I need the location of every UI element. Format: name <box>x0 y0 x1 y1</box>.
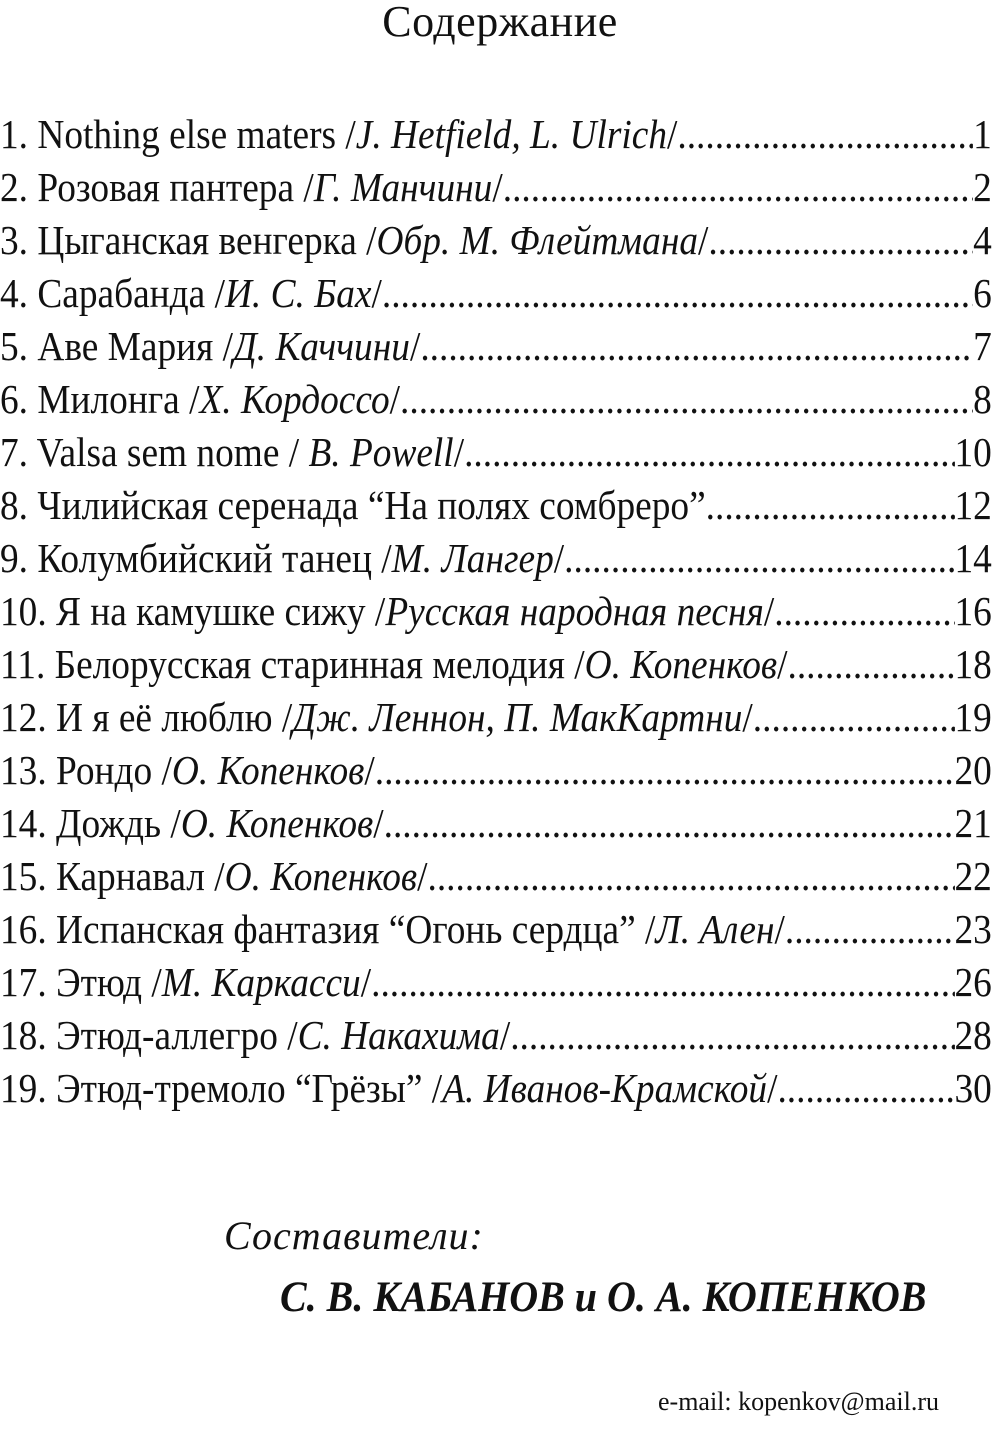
toc-entry-text <box>0 744 375 797</box>
toc-entry <box>0 638 992 691</box>
toc-dot-leader <box>503 161 973 214</box>
toc-entry-author: О. Копенков <box>171 747 365 793</box>
toc-entry-text <box>0 1062 777 1115</box>
toc-entry-text <box>0 585 774 638</box>
toc-entry-text <box>0 479 706 532</box>
toc-entry-separator: / <box>763 588 775 634</box>
toc-entry <box>0 797 992 850</box>
toc-entry-text <box>0 108 677 161</box>
table-of-contents <box>0 108 992 1115</box>
toc-dot-leader <box>464 426 954 479</box>
toc-page-number: 16 <box>954 588 992 634</box>
toc-entry <box>0 585 992 638</box>
toc-entry-title: 2. Розовая пантера / <box>0 164 314 210</box>
toc-dot-leader <box>375 744 955 797</box>
toc-page-number: 26 <box>954 959 992 1005</box>
toc-dot-leader <box>777 1062 954 1115</box>
toc-entry-author: J. Hetfield, L. Ulrich <box>355 111 667 157</box>
toc-entry-separator: / <box>666 111 678 157</box>
toc-page-number: 18 <box>954 641 992 687</box>
toc-entry-text <box>0 956 371 1009</box>
toc-entry-author: Обр. М. Флейтмана <box>376 217 699 263</box>
toc-entry <box>0 108 992 161</box>
toc-page-number: 19 <box>954 694 992 740</box>
toc-entry-separator: / <box>389 376 401 422</box>
toc-entry <box>0 850 992 903</box>
toc-dot-leader <box>400 373 973 426</box>
toc-dot-leader <box>706 479 955 532</box>
toc-entry-author: Русская народная песня <box>385 588 764 634</box>
toc-page-number: 10 <box>954 429 992 475</box>
toc-entry-text <box>0 426 464 479</box>
toc-entry-author: М. Лангер <box>391 535 554 581</box>
toc-entry <box>0 691 992 744</box>
toc-page-number: 22 <box>954 853 992 899</box>
toc-entry <box>0 161 992 214</box>
toc-entry-separator: / <box>373 800 384 846</box>
toc-page-number: 30 <box>954 1065 992 1111</box>
toc-entry <box>0 479 992 532</box>
email-contact: e-mail: kopenkov@mail.ru <box>658 1387 939 1416</box>
toc-entry-separator: / <box>492 164 503 210</box>
toc-page-number: 4 <box>973 217 992 263</box>
toc-entry <box>0 532 992 585</box>
toc-entry-text <box>0 850 427 903</box>
toc-entry <box>0 214 992 267</box>
toc-entry-text <box>0 214 708 267</box>
toc-page-number: 20 <box>954 747 992 793</box>
toc-entry-separator: / <box>409 323 421 369</box>
compilers-label: Составители: <box>224 1213 484 1258</box>
toc-page-number: 2 <box>973 164 992 210</box>
toc-entry <box>0 1062 992 1115</box>
toc-page-number: 7 <box>973 323 992 369</box>
toc-entry <box>0 903 992 956</box>
toc-entry-title: 15. Карнавал / <box>0 853 225 899</box>
toc-entry-author: М. Каркасси <box>161 959 361 1005</box>
toc-entry-separator: / <box>453 429 465 475</box>
toc-entry <box>0 744 992 797</box>
toc-page-number: 6 <box>973 270 992 316</box>
toc-entry-title: 13. Рондо / <box>0 747 172 793</box>
toc-entry-text <box>0 638 787 691</box>
toc-entry-text <box>0 691 753 744</box>
toc-entry-text <box>0 161 503 214</box>
toc-dot-leader <box>510 1009 954 1062</box>
toc-entry-author: О. Копенков <box>180 800 374 846</box>
toc-dot-leader <box>564 532 954 585</box>
toc-entry-title: 6. Милонга / <box>0 376 200 422</box>
toc-page-number: 14 <box>954 535 992 581</box>
toc-entry-text <box>0 267 382 320</box>
toc-dot-leader <box>677 108 973 161</box>
toc-entry-title: 11. Белорусская старинная мелодия / <box>0 641 585 687</box>
toc-dot-leader <box>774 585 954 638</box>
toc-page-number: 8 <box>973 376 992 422</box>
toc-entry-separator: / <box>698 217 709 263</box>
toc-entry-author: B. Powell <box>308 429 454 475</box>
toc-dot-leader <box>420 320 973 373</box>
toc-entry-title: 5. Аве Мария / <box>0 323 234 369</box>
toc-entry-title: 3. Цыганская венгерка / <box>0 217 377 263</box>
toc-entry-author: С. Накахима <box>297 1012 500 1058</box>
toc-entry-title: 1. Nothing else maters / <box>0 111 356 157</box>
page-title: Содержание <box>382 0 618 46</box>
toc-entry-author: И. С. Бах <box>224 270 372 316</box>
toc-page-number: 28 <box>954 1012 992 1058</box>
toc-entry-title: 14. Дождь / <box>0 800 181 846</box>
toc-entry-text <box>0 903 785 956</box>
toc-entry-author: Д. Каччини <box>233 323 410 369</box>
toc-entry-separator: / <box>553 535 565 581</box>
toc-entry <box>0 373 992 426</box>
toc-entry-title: 17. Этюд / <box>0 959 162 1005</box>
toc-dot-leader <box>384 797 955 850</box>
toc-entry-author: Л. Ален <box>655 906 775 952</box>
toc-entry-separator: / <box>364 747 375 793</box>
toc-dot-leader <box>753 691 955 744</box>
toc-entry-separator: / <box>774 906 785 952</box>
toc-dot-leader <box>427 850 954 903</box>
toc-entry <box>0 1009 992 1062</box>
toc-page-number: 12 <box>954 482 992 528</box>
toc-entry-text <box>0 373 400 426</box>
toc-entry-text <box>0 532 564 585</box>
toc-dot-leader <box>708 214 973 267</box>
toc-entry-title: 7. Valsa sem nome / <box>0 429 309 475</box>
toc-entry <box>0 426 992 479</box>
toc-entry-title: 19. Этюд-тремоло “Грёзы” / <box>0 1065 443 1111</box>
toc-entry <box>0 320 992 373</box>
toc-entry-title: 10. Я на камушке сижу / <box>0 588 386 634</box>
toc-entry-text <box>0 797 384 850</box>
toc-dot-leader <box>787 638 954 691</box>
toc-entry-author: Г. Манчини <box>313 164 493 210</box>
toc-page-number: 21 <box>954 800 992 846</box>
toc-entry-title: 4. Сарабанда / <box>0 270 225 316</box>
toc-entry-title: 8. Чилийская серенада “На полях сомбреро” <box>0 482 706 528</box>
toc-dot-leader <box>785 903 955 956</box>
toc-entry-author: О. Копенков <box>584 641 778 687</box>
toc-dot-leader <box>382 267 973 320</box>
toc-entry-text <box>0 1009 510 1062</box>
toc-entry-separator: / <box>499 1012 511 1058</box>
toc-entry-author: Х. Кордоссо <box>199 376 390 422</box>
toc-page-number: 23 <box>954 906 992 952</box>
toc-entry-title: 16. Испанская фантазия “Огонь сердца” / <box>0 906 656 952</box>
toc-entry <box>0 956 992 1009</box>
toc-entry-author: О. Копенков <box>224 853 418 899</box>
toc-entry-separator: / <box>777 641 788 687</box>
toc-entry-separator: / <box>417 853 428 899</box>
toc-entry-author: А. Иванов-Крамской <box>442 1065 768 1111</box>
compilers-names: С. В. КАБАНОВ и О. А. КОПЕНКОВ <box>280 1274 927 1321</box>
toc-entry-title: 12. И я её люблю / <box>0 694 293 740</box>
toc-entry <box>0 267 992 320</box>
toc-dot-leader <box>371 956 954 1009</box>
toc-entry-text <box>0 320 420 373</box>
toc-entry-author: Дж. Леннон, П. МакКартни <box>292 694 743 740</box>
toc-entry-title: 9. Колумбийский танец / <box>0 535 392 581</box>
toc-entry-separator: / <box>371 270 382 316</box>
toc-entry-title: 18. Этюд-аллегро / <box>0 1012 298 1058</box>
toc-entry-separator: / <box>360 959 372 1005</box>
toc-entry-separator: / <box>767 1065 778 1111</box>
toc-page-number: 1 <box>973 111 992 157</box>
toc-entry-separator: / <box>742 694 753 740</box>
